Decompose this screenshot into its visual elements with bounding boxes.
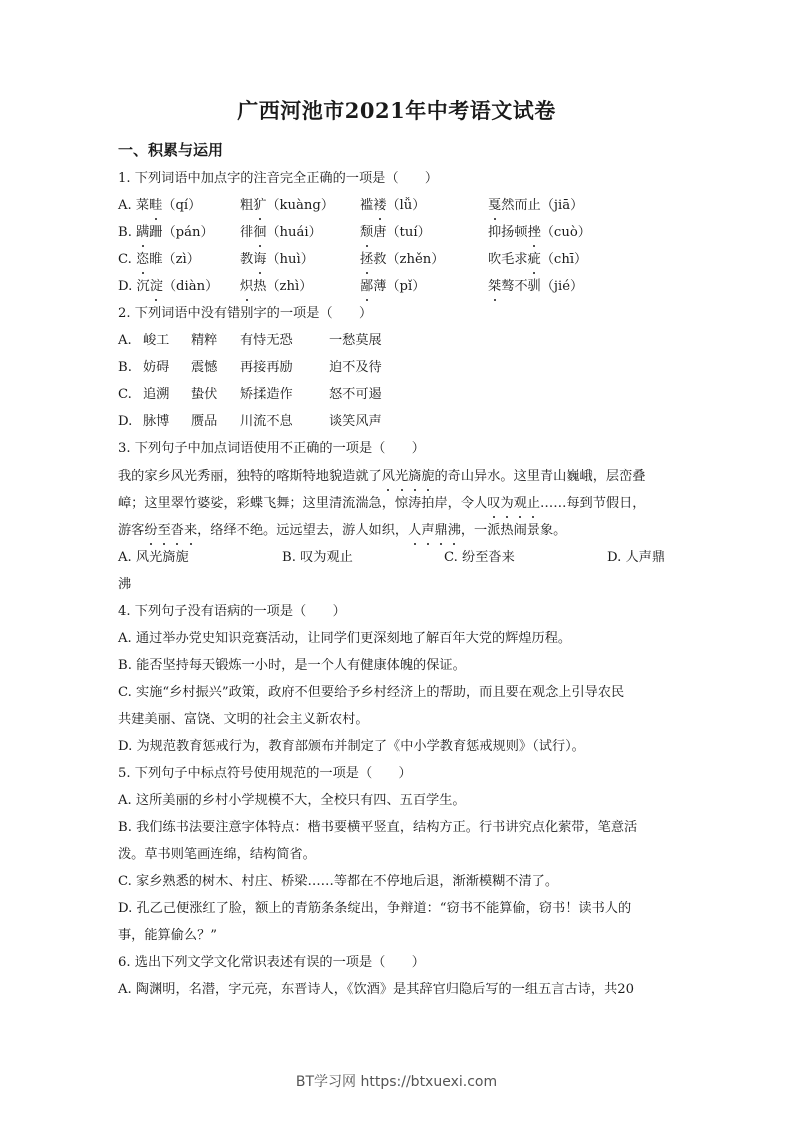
q6-option-a: A. 陶渊明，名潜，字元亮，东晋诗人，《饮酒》是其辞官归隐后写的一组五言古诗，共20 [118, 982, 635, 997]
emphasis-char: 来 [183, 523, 198, 538]
q2-option-word: 脉博 [143, 414, 170, 429]
q2-option-word: 怒不可遏 [329, 387, 382, 402]
emphasis-char: 诲 [253, 252, 267, 267]
emphasis-char: 声 [421, 523, 435, 538]
q2-option-word: 蛰伏 [191, 387, 218, 402]
q4-option-b: B. 能否坚持每天锻炼一小时，是一个人有健康体魄的保证。 [118, 658, 466, 673]
section-heading: 一、积累与运用 [118, 141, 224, 159]
emphasis-char: 至 [157, 523, 171, 538]
emphasis-char: 为 [500, 496, 514, 511]
emphasis-char: 拯 [360, 252, 374, 267]
emphasis-char: 挫 [527, 225, 541, 240]
q2-option-word: 川流不息 [240, 414, 293, 429]
passage-text: ，一派热闹景象。 [460, 523, 567, 538]
q2-option-word: 有恃无恐 [240, 333, 293, 348]
emphasis-char: 旎 [421, 469, 435, 484]
emphasis-char: 沸 [447, 523, 461, 538]
q1-option-item: 徘徊（huái） [240, 225, 322, 240]
emphasis-char: 桀 [488, 279, 502, 294]
q2-option-word: 震憾 [191, 360, 218, 375]
question-6-stem: 6. 选出下列文学文化常识表述有误的一项是（ ） [118, 955, 425, 970]
q1-option-item: 颓唐（tuí） [360, 225, 431, 240]
dotted-phrase [382, 469, 435, 484]
emphasis-char: 纷 [144, 523, 158, 538]
question-3-passage-line-3 [118, 522, 566, 540]
question-3-stem: 3. 下列句子中加点词语使用不正确的一项是（ ） [118, 441, 425, 456]
q5-option-d-cont: 事，能算偷么？” [118, 928, 218, 943]
q3-option-c: C. 纷至沓来 [444, 550, 515, 565]
emphasis-char: 戛 [488, 198, 502, 213]
dotted-phrase [408, 523, 461, 538]
emphasis-char: 淀 [149, 279, 163, 294]
q1-option-item: 褴褛（lǚ） [360, 198, 426, 213]
q4-option-d: D. 为规范教育惩戒行为，教育部颁布并制定了《中小学教育惩戒规则》（试行）。 [118, 739, 585, 754]
q2-option-word: 赝品 [191, 414, 218, 429]
passage-text: ，络绎不绝。远远望去，游人如织， [197, 523, 409, 538]
passage-text: ……每到节假日， [540, 496, 646, 511]
dotted-phrase [144, 523, 197, 538]
q4-option-a: A. 通过举办党史知识竞赛活动，让同学们更深刻地了解百年大党的辉煌历程。 [118, 631, 572, 646]
emphasis-char: 褛 [373, 198, 387, 213]
q4-option-c: C. 实施“乡村振兴”政策，政府不但要给予乡村经济上的帮助，而且要在观念上引导农民 [118, 685, 625, 700]
emphasis-char: 炽 [240, 279, 254, 294]
emphasis-char: 疵 [527, 252, 541, 267]
q1-option-item: C. 恣睢（zì） [118, 252, 200, 267]
q2-option-label: A. [118, 333, 132, 348]
emphasis-char: 犷 [253, 198, 267, 213]
question-2-stem: 2. 下列词语中没有错别字的一项是（ ） [118, 306, 373, 321]
q1-option-item: 桀骜不驯（jié） [488, 279, 584, 294]
q4-option-c-cont: 共建美丽、富饶、文明的社会主义新农村。 [118, 712, 369, 727]
q2-option-label: D. [118, 414, 133, 429]
emphasis-char: 恣 [136, 252, 150, 267]
q1-option-item: 粗犷（kuàng） [240, 198, 335, 213]
emphasis-char: 鼎 [434, 523, 448, 538]
watermark-footer: BT学习网 https://btxuexi.com [295, 1074, 498, 1090]
q1-option-item: A. 菜畦（qí） [118, 198, 202, 213]
q1-option-item: 吹毛求疵（chī） [488, 252, 588, 267]
q1-option-item: 鄙薄（pǐ） [360, 279, 426, 294]
emphasis-char: 人 [408, 523, 422, 538]
q5-option-a: A. 这所美丽的乡村小学规模不大，全校只有四、五百学生。 [118, 793, 466, 808]
question-4-stem: 4. 下列句子没有语病的一项是（ ） [118, 604, 346, 619]
q1-option-item: 拯救（zhěn） [360, 252, 445, 267]
emphasis-char: 蹒 [136, 225, 150, 240]
q3-option-b: B. 叹为观止 [282, 550, 353, 565]
emphasis-char: 光 [394, 469, 409, 484]
q2-option-word: 迫不及待 [329, 360, 382, 375]
q5-option-b: B. 我们练书法要注意字体特点：楷书要横平竖直，结构方正。行书讲究点化萦带，笔意活 [118, 820, 638, 835]
q5-option-d: D. 孔乙己便涨红了脸，额上的青筋条条绽出，争辩道：“窃书不能算偷，窃书！读书人的 [118, 901, 632, 916]
emphasis-char: 叹 [487, 496, 501, 511]
q1-option-item: 教诲（huì） [240, 252, 314, 267]
question-5-stem: 5. 下列句子中标点符号使用规范的一项是（ ） [118, 766, 412, 781]
q3-option-a: A. 风光旖旎 [118, 550, 189, 565]
question-1-stem: 1. 下列词语中加点字的注音完全正确的一项是（ ） [118, 171, 439, 186]
q2-option-word: 一愁莫展 [329, 333, 382, 348]
emphasis-char: 止 [526, 496, 540, 511]
passage-text: 我的家乡风光秀丽，独特的喀斯特地貌造就了 [118, 469, 382, 484]
emphasis-char: 观 [513, 496, 527, 511]
q2-option-word: 再接再励 [240, 360, 293, 375]
emphasis-char: 畦 [149, 198, 163, 213]
q3-option-d: D. 人声鼎 [607, 550, 666, 565]
q2-option-label: C. [118, 387, 132, 402]
q5-option-c: C. 家乡熟悉的树木、村庄、桥梁……等都在不停地后退，渐渐模糊不清了。 [118, 874, 559, 889]
emphasis-char: 鄙 [360, 279, 374, 294]
emphasis-char: 颓 [360, 225, 374, 240]
passage-text: 游客 [118, 523, 145, 538]
q2-option-word: 矫揉造作 [240, 387, 293, 402]
q1-option-item: 抑扬顿挫（cuò） [488, 225, 591, 240]
q1-option-item: D. 沉淀（diàn） [118, 279, 219, 294]
q1-option-item: 戛然而止（jiā） [488, 198, 584, 213]
emphasis-char: 旖 [408, 469, 422, 484]
dotted-phrase [487, 496, 540, 511]
question-3-passage-line-1 [118, 468, 646, 486]
q2-option-word: 峻工 [143, 333, 170, 348]
passage-text: 嶂；这里翠竹婆娑，彩蝶飞舞；这里清流湍急，惊涛拍岸，令人 [118, 496, 488, 511]
q2-option-word: 追溯 [143, 387, 170, 402]
q1-option-item: 炽热（zhì） [240, 279, 313, 294]
q5-option-b-cont: 泼。草书则笔画连绵，结构简省。 [118, 847, 316, 862]
passage-text: 的奇山异水。这里青山巍峨，层峦叠 [434, 469, 646, 484]
emphasis-char: 徊 [253, 225, 267, 240]
question-3-passage-line-2 [118, 495, 646, 513]
emphasis-char: 风 [381, 469, 395, 484]
q3-option-d-wrap: 沸 [118, 577, 132, 592]
q2-option-word: 精粹 [191, 333, 218, 348]
q2-option-word: 妨碍 [143, 360, 170, 375]
q1-option-item: B. 蹒跚（pán） [118, 225, 214, 240]
q2-option-label: B. [118, 360, 132, 375]
document-title: 广西河池市2021年中考语文试卷 [237, 98, 556, 123]
q2-option-word: 谈笑风声 [329, 414, 382, 429]
emphasis-char: 沓 [170, 523, 184, 538]
